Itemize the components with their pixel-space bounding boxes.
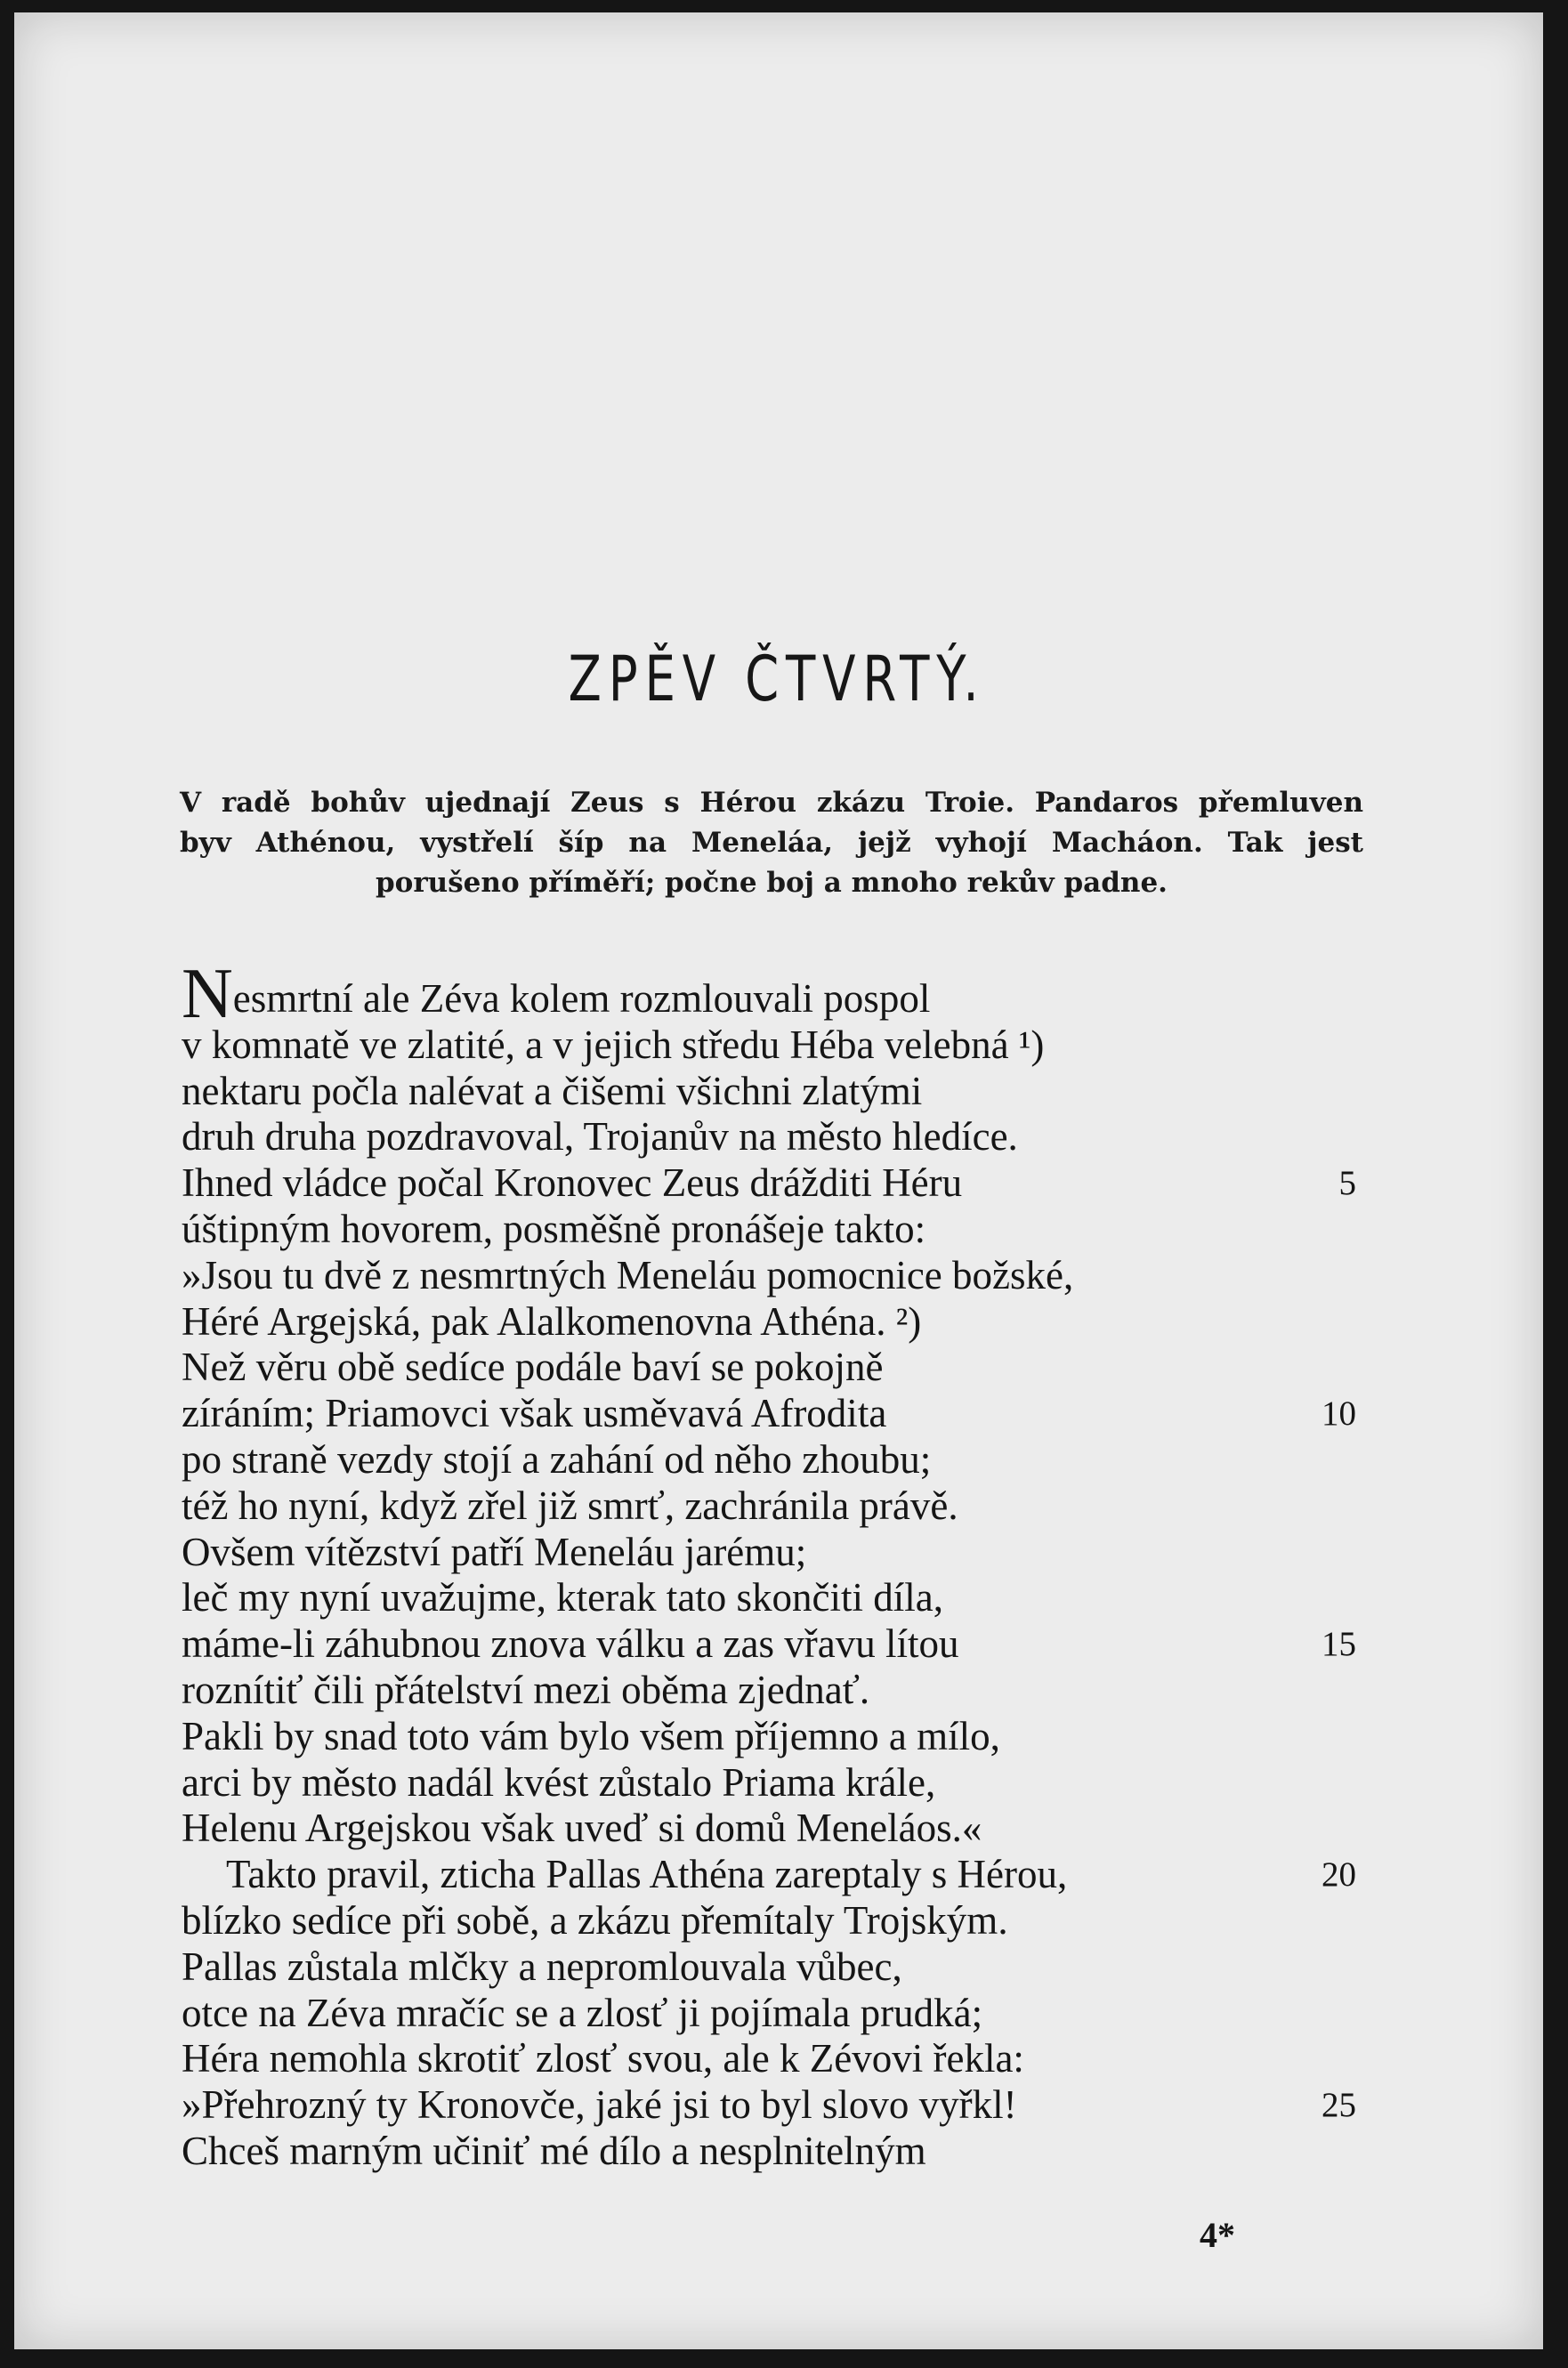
verse-text: v komnatě ve zlatité, a v jejich středu Héba velebná ¹) [182,1022,1045,1067]
verse-line [182,1575,1347,1621]
verse-text: po straně vezdy stojí a zahání od něho zhoubu; [182,1436,932,1482]
verse-text: blízko sedíce při sobě, a zkázu přemítaly Trojským. [182,1897,1008,1943]
verse-line [182,1345,1347,1391]
verse-text: Héré Argejská, pak Alalkomenovna Athéna. ²) [182,1298,922,1344]
verse-text: Pakli by snad toto vám bylo všem příjemno a mílo, [182,1713,1000,1758]
book-page [14,12,1543,2349]
verse-text: Než věru obě sedíce podále baví se pokojně [182,1345,884,1390]
verse-line [182,1621,1356,1668]
verse-line [182,1991,1347,2037]
verse-line [182,1668,1347,1714]
verse-line [182,1299,1347,1346]
verse-line [182,1714,1347,1760]
verse-text: arci by město nadál kvést zůstalo Priama krále, [182,1759,936,1805]
verse-line [182,1806,1347,1852]
verse-line [182,1483,1347,1530]
verse-line [182,1898,1347,1944]
verse-text: »Přehrozný ty Kronovče, jaké jsi to byl slovo vyřkl! [182,2082,1017,2128]
verse-text: též ho nyní, když zřel již smrť, zachránila právě. [182,1483,958,1528]
verse-text: úštipným hovorem, posměšně pronášeje takto: [182,1206,926,1251]
summary-line: byv Athénou, vystřelí šíp na Meneláa, jejž vyhojí Macháon. Tak jest [180,827,1363,859]
verse-line [182,1022,1347,1069]
verse-line [182,1760,1347,1806]
line-number: 25 [1321,2086,1356,2125]
line-number: 10 [1321,1394,1356,1434]
chapter-summary [180,783,1363,903]
verse-line [182,2082,1356,2129]
verse-text: otce na Zéva mračíc se a zlosť ji pojímala prudká; [182,1990,983,2035]
verse-text: zíráním; Priamovci však usměvavá Afrodita [182,1391,887,1436]
verse-line [182,955,1347,1033]
verse-line [182,1944,1347,1991]
verse-line [182,1114,1347,1160]
verse-text: »Jsou tu dvě z nesmrtných Meneláu pomocnice božské, [182,1252,1074,1297]
verse-text: Ihned vládce počal Kronovec Zeus drážditi Héru [182,1160,963,1206]
verse-text: druh druha pozdravoval, Trojanův na město hledíce. [182,1114,1018,1160]
summary-line: porušeno příměří; počne boj a mnoho rekův padne. [376,867,1168,899]
line-number: 15 [1321,1625,1356,1664]
verse-text: Chceš marným učiniť mé dílo a nesplnitelným [182,2128,926,2173]
verse-line [182,2036,1347,2082]
verse-line [182,2129,1347,2175]
chapter-title: ZPĚV ČTVRTÝ. [568,643,986,715]
verse-text: máme-li záhubnou znova válku a zas vřavu lítou [182,1621,959,1667]
verse-line [182,1253,1347,1299]
verse-text: Pallas zůstala mlčky a nepromlouvala vůbec, [182,1944,902,1989]
verse-line [182,1391,1356,1437]
verse-line [182,1207,1347,1253]
verse-text: Héra nemohla skrotiť zlosť svou, ale k Zévovi řekla: [182,2036,1024,2081]
line-number: 5 [1338,1164,1356,1203]
drop-cap: N [182,955,233,1033]
verse-line [182,1530,1347,1576]
verse-text: Ovšem vítězství patří Meneláu jarému; [182,1529,807,1574]
poem-text [182,955,1356,2175]
verse-line [182,1160,1356,1207]
verse-text: leč my nyní uvažujme, kterak tato skončiti díla, [182,1575,944,1620]
verse-text: Takto pravil, zticha Pallas Athéna zareptaly s Hérou, [226,1852,1068,1897]
verse-line [182,1852,1356,1898]
verse-text: roznítiť čili přátelství mezi oběma zjednať. [182,1667,870,1712]
verse-text: nektaru počla nalévat a čišemi všichni zlatými [182,1068,923,1113]
line-number: 20 [1321,1855,1356,1895]
verse-text: Helenu Argejskou však uveď si domů Meneláos.« [182,1806,982,1851]
signature-mark: 4* [1200,2215,1235,2255]
summary-line: V radě bohův ujednají Zeus s Hérou zkázu Troie. Pandaros přemluven [180,787,1363,819]
verse-line [182,1069,1347,1115]
verse-text: esmrtní ale Zéva kolem rozmlouvali pospol [232,976,931,1021]
verse-line [182,1437,1347,1483]
